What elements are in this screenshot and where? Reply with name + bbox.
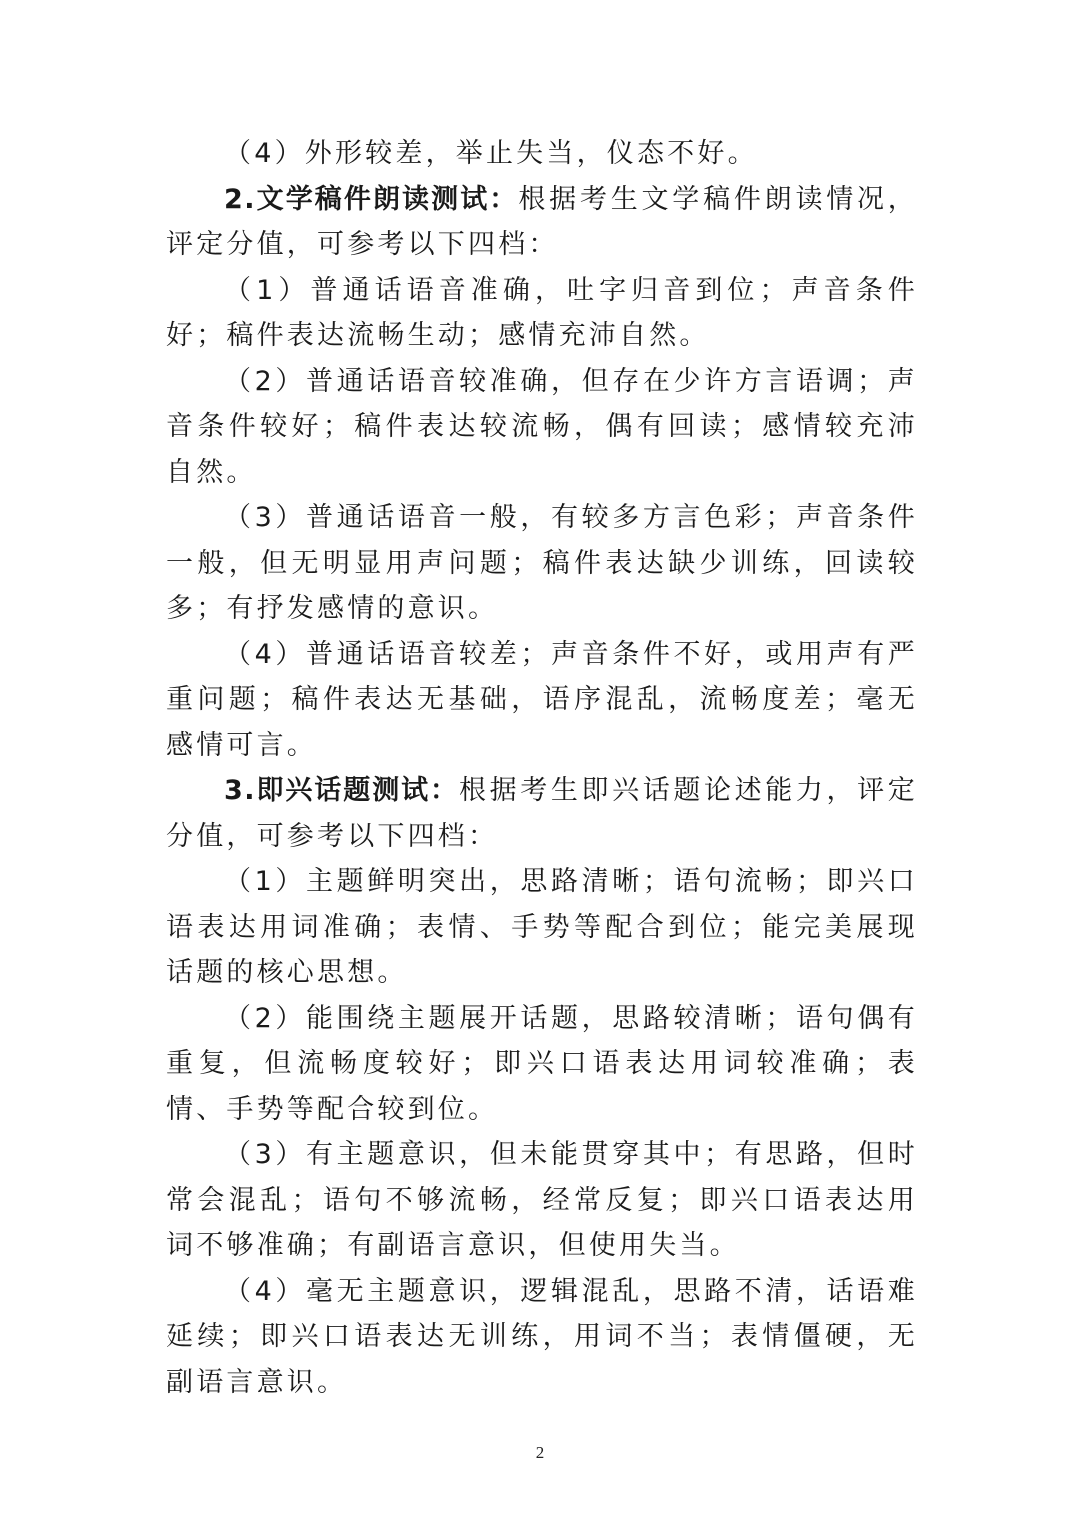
document-body: [166, 131, 918, 1405]
paragraph-text: （4）毫无主题意识，逻辑混乱，思路不清，话语难延续；即兴口语表达无训练，用词不当；表情僵硬，无副语言意识。: [166, 1275, 918, 1398]
paragraph-text: （3）普通话语音一般，有较多方言色彩；声音条件一般，但无明显用声问题；稿件表达缺少训练，回读较多；有抒发感情的意识。: [166, 502, 918, 624]
paragraph-topic-level-1: [166, 859, 918, 996]
paragraph-text: （4）外形较差，举止失当，仪态不好。: [224, 138, 758, 169]
paragraph-text: （1）普通话语音准确，吐字归音到位；声音条件好；稿件表达流畅生动；感情充沛自然。: [166, 274, 918, 351]
paragraph-reading-level-1: [166, 268, 918, 359]
paragraph-topic-level-3: [166, 1132, 918, 1269]
paragraph-text: （2）普通话语音较准确，但存在少许方言语调；声音条件较好；稿件表达较流畅，偶有回读；感情较充沛自然。: [166, 365, 918, 488]
paragraph-topic-level-2: [166, 996, 918, 1133]
paragraph-text: （4）普通话语音较差；声音条件不好，或用声有严重问题；稿件表达无基础，语序混乱，流畅度差；毫无感情可言。: [166, 638, 918, 761]
page-number: 2: [535, 1443, 545, 1462]
paragraph-reading-level-4: [166, 632, 918, 769]
paragraph-text: 根据考生即兴话题论述能力，评定分值，可参考以下四档：: [166, 775, 918, 852]
paragraph-text: （3）有主题意识，但未能贯穿其中；有思路，但时常会混乱；语句不够流畅，经常反复；即兴口语表达用词不够准确；有副语言意识，但使用失当。: [166, 1139, 918, 1261]
paragraph-topic-level-4: [166, 1269, 918, 1406]
paragraph-reading-level-2: [166, 359, 918, 496]
paragraph-literary-reading-intro: [166, 177, 918, 268]
section-heading-literary-reading: 2.文学稿件朗读测试：: [224, 183, 519, 215]
paragraph-appearance-level-4: [166, 131, 918, 177]
section-heading-impromptu-topic: 3.即兴话题测试：: [224, 775, 459, 806]
paragraph-text: （2）能围绕主题展开话题，思路较清晰；语句偶有重复，但流畅度较好；即兴口语表达用词较准确；表情、手势等配合较到位。: [166, 1002, 918, 1125]
paragraph-text: （1）主题鲜明突出，思路清晰；语句流畅；即兴口语表达用词准确；表情、手势等配合到位；能完美展现话题的核心思想。: [166, 866, 918, 988]
paragraph-impromptu-topic-intro: [166, 768, 918, 859]
paragraph-reading-level-3: [166, 495, 918, 632]
paragraph-text: 根据考生文学稿件朗读情况，评定分值，可参考以下四档：: [166, 183, 918, 260]
